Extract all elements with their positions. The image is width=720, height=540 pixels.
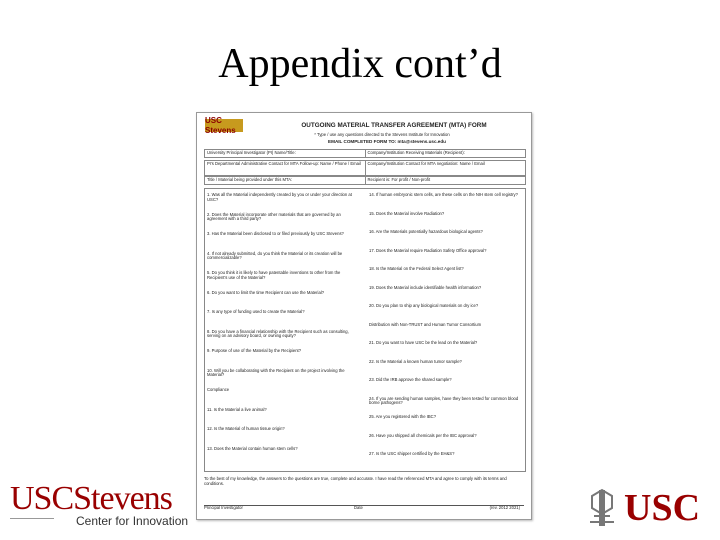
form-question: 20. Do you plan to ship any biological materials on dry ice? [369, 303, 479, 308]
logo-usc-text: USC [10, 480, 74, 517]
header-cell: PI's Departmental Administrative Contact for MTA Follow-up: Name / Phone / Email [205, 161, 366, 175]
mta-form-image [196, 112, 532, 520]
form-question: 24. If you are sending human samples, have they been tested for common blood borne pathogens? [369, 395, 519, 406]
form-question: 3. Has the Material been disclosed to or filed previously by USC Stevens? [207, 231, 344, 236]
signature-line [204, 505, 524, 511]
form-logo: USC Stevens [205, 119, 243, 132]
header-cell: Title / Material being provided under this MTA: [205, 177, 366, 184]
form-question: 9. Purpose of use of the Material by the Recipient? [207, 348, 302, 353]
form-question: 27. Is the USC shipper certified by the EH&S? [369, 451, 455, 456]
form-question: Compliance [207, 387, 230, 392]
form-question: 11. Is the Material a live animal? [207, 406, 267, 412]
form-question: 1. Was all the Material independently created by you or under your direction at USC? [207, 192, 352, 202]
header-cell: Company/Institution Receiving Materials (Recipient): [367, 150, 465, 155]
revision-label: (rev. 2012 2021) [489, 505, 520, 510]
form-question: Distribution with Non-TRUST and Human Tumor Consortium [369, 321, 482, 327]
form-question: 19. Does the Material include identifiable health information? [369, 284, 482, 290]
usc-stevens-logo [10, 482, 188, 528]
form-question: 21. Do you want to have USC be the lead on the Material? [369, 340, 478, 345]
logo-stevens-text: Stevens [73, 480, 172, 517]
form-question: 14. If human embryonic stem cells, are these cells on the NIH stem cell registry? [369, 192, 518, 197]
form-subtitle: * Type / use any questions directed to the Stevens Institute for Innovation [314, 132, 450, 137]
logo-subtitle: Center for Innovation [76, 514, 189, 528]
header-cell: Recipient is: For profit / Non-profit [367, 177, 431, 182]
form-question: 15. Does the Material involve Radiation? [369, 210, 445, 216]
form-email-line: EMAIL COMPLETED FORM TO: mta@stevens.usc.edu [328, 139, 446, 144]
date-label: Date [354, 505, 363, 510]
form-title: OUTGOING MATERIAL TRANSFER AGREEMENT (MTA) FORM [301, 122, 487, 129]
header-row [204, 149, 526, 158]
header-row [204, 160, 526, 176]
form-question: 16. Are the Materials potentially hazardous biological agents? [369, 229, 483, 234]
form-question: 22. Is the Material a known human tumor sample? [369, 358, 462, 364]
form-question: 6. Do you want to limit the time Recipient can use the Material? [207, 289, 325, 295]
form-question: 8. Do you have a financial relationship with the Recipient such as consulting, serving on an advisory board, or owning equity? [207, 328, 349, 339]
form-question: 4. If not already submitted, do you think the Material or its creation will be commercializable? [207, 250, 343, 261]
form-question: 12. Is the Material of human tissue origin? [207, 426, 285, 431]
form-question: 2. Does the Material incorporate other materials that are governed by an agreement with a third party? [207, 211, 341, 222]
form-question: 17. Does the Material require Radiation Safety Office approval? [369, 247, 487, 253]
form-question: 10. Will you be collaborating with the Recipient on the project involving the Material? [207, 367, 345, 378]
form-question: 26. Have you shipped all chemicals per the IBC approval? [369, 432, 477, 438]
usc-logo [588, 486, 700, 530]
form-question: 13. Does the Material contain human stem cells? [207, 445, 298, 451]
form-question: 5. Do you think it is likely to have patentable inventions to other from the Recipient's use of the Material? [207, 270, 341, 280]
header-cell: University Principal Investigator (PI) Name/Title: [205, 150, 366, 157]
signature-label: Principal Investigator [204, 505, 243, 510]
form-question: 18. Is the Material on the Federal Select Agent list? [369, 266, 464, 271]
usc-wordmark: USC [624, 487, 701, 529]
logo-divider [10, 518, 54, 519]
header-row [204, 176, 526, 185]
form-question: 7. Is any type of funding used to create the Material? [207, 309, 305, 314]
form-question: 25. Are you registered with the IBC? [369, 414, 437, 419]
header-cell: Company/Institution Contact for MTA negotiation: Name / Email [367, 161, 485, 166]
form-question: 23. Did the IRB approve the shared sample? [369, 377, 452, 382]
slide-title: Appendix cont’d [218, 41, 502, 87]
certification-text: To the best of my knowledge, the answers to the questions are true, complete and accurate. I have read the referenced MTA and agree to comply with its terms and conditions. [204, 476, 507, 486]
usc-seal-icon [588, 488, 616, 528]
